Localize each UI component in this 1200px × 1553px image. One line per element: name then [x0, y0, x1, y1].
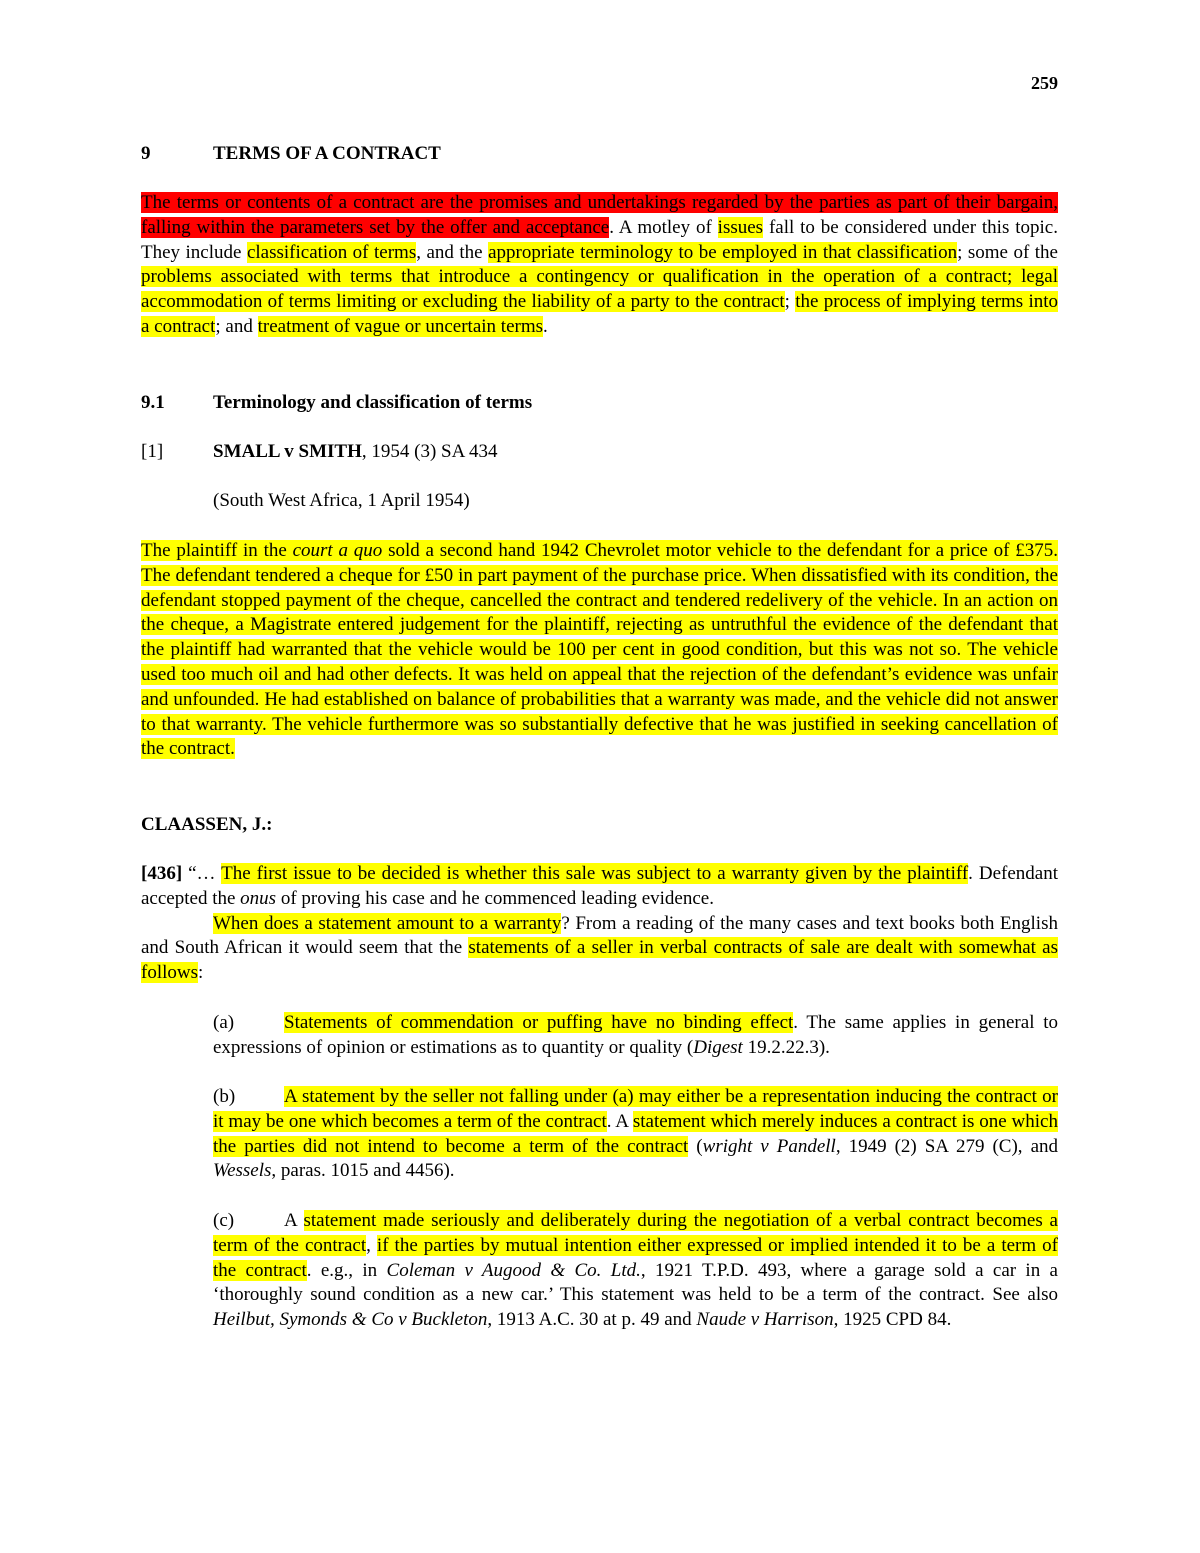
case-citation: , 1954 (3) SA 434 — [361, 441, 498, 462]
case-summary — [141, 539, 1058, 762]
page-number: 259 — [1031, 73, 1058, 93]
highlight-yellow: statements of a seller in verbal contracts of sale are dealt with somewhat as follows — [141, 937, 1058, 984]
item-label: (c) — [213, 1210, 235, 1231]
case-name: SMALL v SMITH — [213, 441, 362, 462]
chapter-heading — [141, 143, 441, 165]
intro-paragraph: The terms or contents of a contract are the promises and undertakings regarded by the parties as part of their bargain, falling within the parameters set by the offer and acceptance. A motley of issues fall to be considered under this topic. They include classification of terms, and the appropriate terminology to be employed in that classification; some of the problems associated with terms that introduce a contingency or qualification in the operation of a contract; legal accommodation of terms limiting or excluding the liability of a party to the contract; the process of implying terms into a contract; and treatment of vague or uncertain terms. — [141, 192, 1059, 337]
item-label: (b) — [213, 1086, 236, 1107]
item-label: (a) — [213, 1012, 235, 1033]
highlight-yellow: statement which merely induces a contract is one which the parties did not intend to become a term of the contract — [213, 1110, 1058, 1157]
highlight-yellow: Statements of commendation or puffing have no binding effect — [284, 1012, 794, 1033]
highlight-yellow: When does a statement amount to a warranty — [213, 912, 562, 934]
list-item-b: (b) A statement by the seller not falling under (a) may either be a representation inducing the contract or it may be one which becomes a term of the contract. A statement which merely induces a contract is one which the parties did not intend to become a term of the contract (wright v Pandell, 1949 (2) SA 279 (C), and Wessels, paras. 1015 and 4456). — [213, 1086, 1058, 1182]
highlight-yellow: the process of implying terms into a contract — [141, 291, 1059, 337]
list-item-a: (a) Statements of commendation or puffing have no binding effect. The same applies in general to expressions of opinion or estimations as to quantity or quality (Digest 19.2.22.3). — [213, 1012, 1058, 1058]
judgment-paragraph: [436] “… The first issue to be decided is whether this sale was subject to a warranty given by the plaintiff. Defendant accepted the onus of proving his case and he commenced leading evidence. When does a statement amount to a warranty? From a reading of the many cases and text books both English and South African it would seem that the statements of a seller in verbal contracts of sale are dealt with somewhat as follows: — [141, 863, 1058, 984]
section-number: 9.1 — [141, 392, 165, 413]
highlight-yellow: issues — [717, 216, 764, 238]
judgment-ref: [436] — [141, 863, 183, 884]
highlight-red: The terms or contents of a contract are the promises and undertakings regarded by the parties as part of their bargain, falling within the parameters set by the offer and acceptance — [141, 192, 1058, 238]
chapter-number: 9 — [141, 143, 151, 164]
highlight-yellow: if the parties by mutual intention either expressed or implied intended it to be a term of the contract — [213, 1234, 1059, 1281]
highlight-yellow: court a quo — [292, 540, 383, 561]
highlight-yellow: sold a second hand 1942 Chevrolet motor vehicle to the defendant for a price of £375. The defendant tendered a cheque for £50 in part payment of the purchase price. When dissatisfied with its condition, the defendant stopped payment of the cheque, cancelled the contract and tendered redelivery of the vehicle. In an action on the cheque, a Magistrate entered judgement for the plaintiff, rejecting as untruthful the evidence of the defendant that the plaintiff had warranted that the vehicle would be 100 per cent in good condition, but this was not so. The vehicle used too much oil and had other defects. It was held on appeal that the rejection of the defendant’s evidence was unfair and unfounded. He had established on balance of probabilities that a warranty was made, and the vehicle did not answer to that warranty. The vehicle furthermore was so substantially defective that he was justified in seeking cancellation of the contract. — [141, 540, 1059, 760]
chapter-title: TERMS OF A CONTRACT — [213, 143, 441, 164]
highlight-yellow: problems associated with terms that introduce a contingency or qualification in the operation of a contract; legal accommodation of terms limiting or excluding the liability of a party to the contract — [141, 266, 1058, 313]
highlight-yellow: appropriate terminology to be employed in that classification — [488, 241, 958, 263]
section-title: Terminology and classification of terms — [213, 392, 533, 413]
highlight-yellow: classification of terms — [246, 241, 417, 263]
section-heading — [141, 392, 532, 414]
case-court: (South West Africa, 1 April 1954) — [213, 490, 470, 511]
judge-name: CLAASSEN, J.: — [141, 814, 273, 835]
case-ref: [1] — [141, 441, 164, 462]
highlight-yellow: treatment of vague or uncertain terms — [257, 315, 544, 337]
highlight-yellow: The first issue to be decided is whether this sale was subject to a warranty given by the plaintiff — [221, 863, 969, 884]
list-item-c: (c) A statement made seriously and deliberately during the negotiation of a verbal contract becomes a term of the contract, if the parties by mutual intention either expressed or implied intended it to be a term of the contract. e.g., in Coleman v Augood & Co. Ltd., 1921 T.P.D. 493, where a garage sold a car in a ‘thoroughly sound condition as a new car.’ This statement was held to be a term of the contract. See also Heilbut, Symonds & Co v Buckleton, 1913 A.C. 30 at p. 49 and Naude v Harrison, 1925 CPD 84. — [213, 1210, 1059, 1331]
highlight-yellow: statement made seriously and deliberately during the negotiation of a verbal contract becomes a term of the contract — [213, 1210, 1058, 1256]
highlight-yellow: A statement by the seller not falling under (a) may either be a representation inducing the contract or it may be one which becomes a term of the contract — [213, 1086, 1058, 1132]
case-heading — [141, 441, 498, 463]
highlight-yellow: The plaintiff in the — [141, 540, 293, 561]
